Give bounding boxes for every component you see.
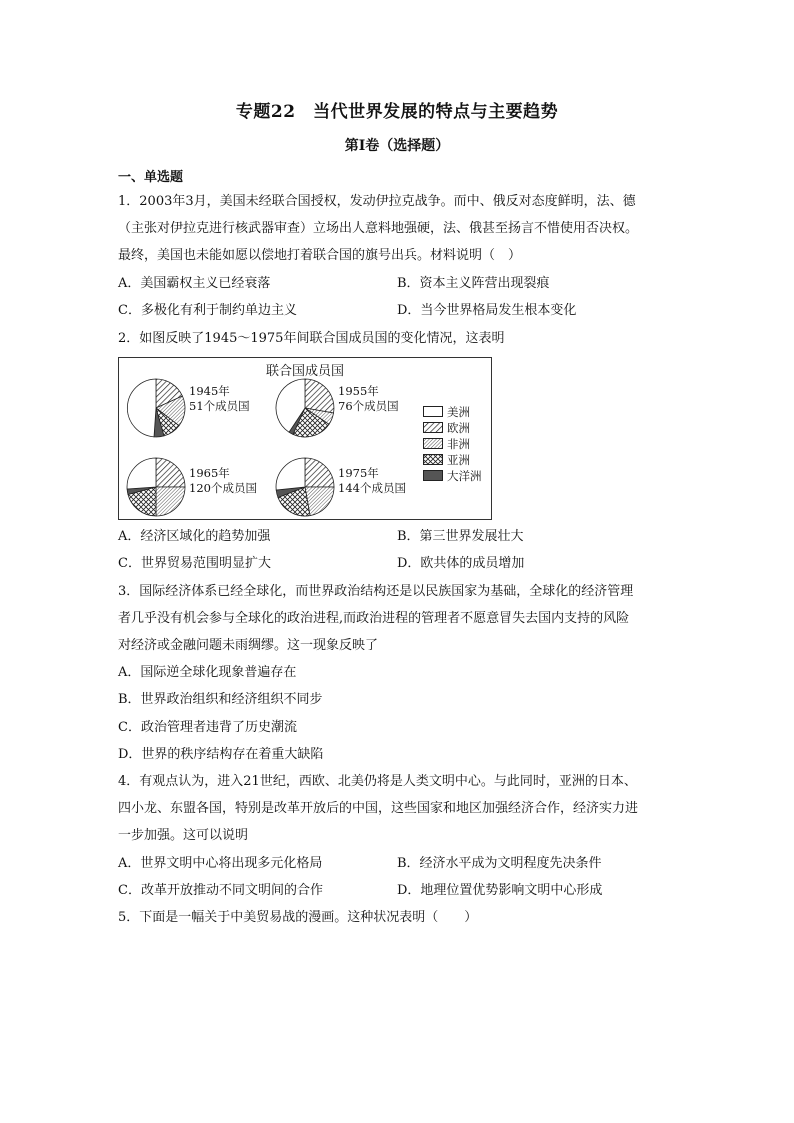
q4-line-3: 一步加强。这可以说明 bbox=[118, 828, 249, 843]
q3-option-c: C．政治管理者违背了历史潮流 bbox=[118, 720, 297, 735]
q4-line-1: 4．有观点认为，进入21世纪，西欧、北美仍将是人类文明中心。与此同时，亚洲的日本、 bbox=[118, 774, 637, 789]
q4-option-d: D．地理位置优势影响文明中心形成 bbox=[397, 883, 603, 898]
legend-label-europe: 欧洲 bbox=[447, 421, 470, 435]
q3-option-a: A．国际逆全球化现象普遍存在 bbox=[118, 665, 297, 680]
pie-1945 bbox=[127, 379, 185, 437]
q1-line-3: 最终，美国也未能如愿以偿地打着联合国的旗号出兵。材料说明（ ） bbox=[118, 248, 522, 263]
pie-1945-members: 51个成员国 bbox=[189, 399, 250, 413]
q3-option-d: D．世界的秩序结构存在着重大缺陷 bbox=[118, 747, 324, 762]
q3-line-3: 对经济或金融问题未雨绸缪。这一现象反映了 bbox=[118, 638, 379, 653]
pie-1965-members: 120个成员国 bbox=[189, 481, 257, 495]
pie-1975-members: 144个成员国 bbox=[338, 481, 406, 495]
q1-option-b: B．资本主义阵营出现裂痕 bbox=[397, 276, 550, 291]
pie-1975-label bbox=[338, 466, 406, 496]
q1-option-c: C．多极化有利于制约单边主义 bbox=[118, 303, 297, 318]
pie-1965-year: 1965年 bbox=[189, 466, 230, 480]
pie-1945-year: 1945年 bbox=[189, 384, 230, 398]
q2-line-1: 2．如图反映了1945～1975年间联合国成员国的变化情况，这表明 bbox=[118, 331, 505, 346]
q4-option-a: A．世界文明中心将出现多元化格局 bbox=[118, 856, 323, 871]
q1-line-1: 1．2003年3月，美国未经联合国授权，发动伊拉克战争。而中、俄反对态度鲜明，法、德 bbox=[118, 194, 636, 209]
q3-line-1: 3．国际经济体系已经全球化，而世界政治结构还是以民族国家为基础，全球化的经济管理 bbox=[118, 584, 634, 599]
q1-option-d: D．当今世界格局发生根本变化 bbox=[397, 303, 577, 318]
q1-option-a: A．美国霸权主义已经衰落 bbox=[118, 276, 271, 291]
pie-1965-label bbox=[189, 466, 257, 496]
pie-1945-label bbox=[189, 384, 250, 414]
q5-line-1: 5．下面是一幅关于中美贸易战的漫画。这种状况表明（ ） bbox=[118, 910, 478, 925]
q2-option-c: C．世界贸易范围明显扩大 bbox=[118, 556, 271, 571]
q2-option-d: D．欧共体的成员增加 bbox=[397, 556, 525, 571]
q3-option-b: B．世界政治组织和经济组织不同步 bbox=[118, 692, 323, 707]
legend-label-africa: 非洲 bbox=[447, 437, 470, 451]
q2-option-b: B．第三世界发展壮大 bbox=[397, 529, 524, 544]
pie-1955-members: 76个成员国 bbox=[338, 399, 399, 413]
section-heading: 一、单选题 bbox=[118, 170, 184, 185]
legend-label-oceania: 大洋洲 bbox=[447, 469, 482, 483]
document-title: 专题22 当代世界发展的特点与主要趋势 bbox=[235, 102, 559, 122]
q2-option-a: A．经济区域化的趋势加强 bbox=[118, 529, 271, 544]
legend-label-asia: 亚洲 bbox=[447, 453, 470, 467]
q1-line-2: （主张对伊拉克进行核武器审查）立场出人意料地强硬，法、俄甚至扬言不惜使用否决权。 bbox=[118, 221, 639, 236]
pie-1975-year: 1975年 bbox=[338, 466, 379, 480]
legend-label-americas: 美洲 bbox=[447, 405, 470, 419]
q3-line-2: 者几乎没有机会参与全球化的政治进程,而政治进程的管理者不愿意冒失去国内支持的风险 bbox=[118, 611, 630, 626]
section-subtitle: 第Ⅰ卷（选择题） bbox=[344, 138, 450, 154]
figure-title: 联合国成员国 bbox=[265, 364, 344, 379]
pie-1965 bbox=[127, 458, 185, 516]
pie-1955 bbox=[276, 379, 334, 437]
q4-option-b: B．经济水平成为文明程度先决条件 bbox=[397, 856, 602, 871]
pie-1955-label bbox=[338, 384, 399, 414]
q4-option-c: C．改革开放推动不同文明间的合作 bbox=[118, 883, 323, 898]
q4-line-2: 四小龙、东盟各国，特别是改革开放后的中国，这些国家和地区加强经济合作，经济实力进 bbox=[118, 801, 639, 816]
pie-1955-year: 1955年 bbox=[338, 384, 379, 398]
pie-1975 bbox=[276, 458, 334, 516]
un-members-figure bbox=[118, 357, 492, 520]
